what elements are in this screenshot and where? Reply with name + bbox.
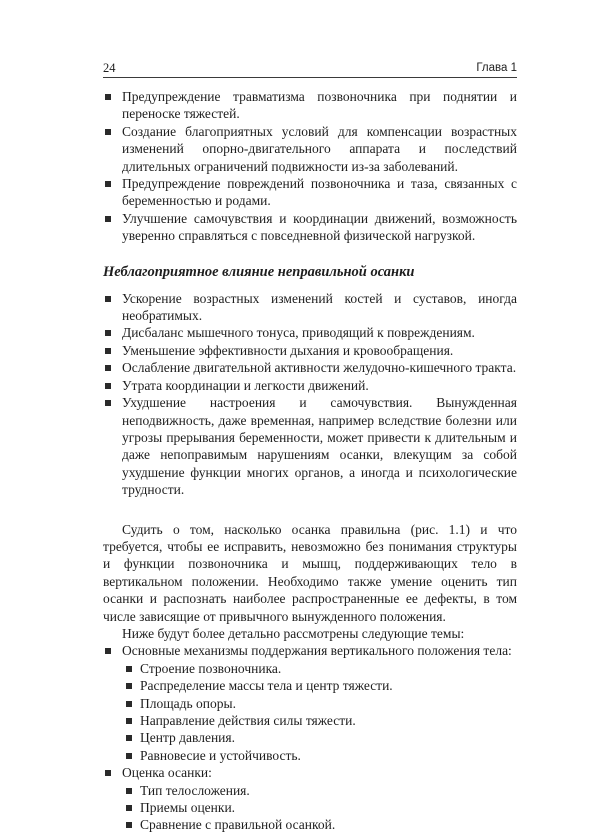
list-item: Уменьшение эффективности дыхания и кровообращения. (103, 342, 517, 359)
list-item: Предупреждение повреждений позвоночника и таза, связанных с беременностью и родами. (103, 175, 517, 210)
topic-sublist (122, 782, 517, 834)
topics-list (103, 642, 517, 833)
sublist-item: Сравнение с правильной осанкой. (122, 816, 517, 833)
list-item: Утрата координации и легкости движений. (103, 377, 517, 394)
list-item: Дисбаланс мышечного тонуса, приводящий к повреждениям. (103, 324, 517, 341)
list-item: Ухудшение настроения и самочувствия. Вынужденная неподвижность, даже временная, например вследствие болезни или угрозы прерывания беременности, может привести к длительным и даже непоправимым нарушениям осанки, влекущим за собой ухудшение функции многих органов, а иногда и психологические трудности. (103, 394, 517, 498)
sublist-item: Тип телосложения. (122, 782, 517, 799)
list-item: Улучшение самочувствия и координации движений, возможность уверенно справляться с повседневной физической нагрузкой. (103, 210, 517, 245)
sublist-item: Центр давления. (122, 729, 517, 746)
topic-sublist (122, 660, 517, 764)
topic-item (103, 764, 517, 834)
topics-intro: Ниже будут более детально рассмотрены следующие темы: (122, 625, 465, 641)
page-number: 24 (103, 61, 116, 75)
benefits-list (103, 88, 517, 245)
topic-label: Оценка осанки: (122, 765, 212, 781)
header-rule (103, 77, 517, 78)
section-heading: Неблагоприятное влияние неправильной осанки (103, 263, 415, 280)
list-item: Предупреждение травматизма позвоночника при поднятии и переноске тяжестей. (103, 88, 517, 123)
negative-effects-list (103, 290, 517, 499)
page-body (103, 82, 517, 834)
sublist-item: Строение позвоночника. (122, 660, 517, 677)
sublist-item: Распределение массы тела и центр тяжести. (122, 677, 517, 694)
topic-item (103, 642, 517, 764)
sublist-item: Равновесие и устойчивость. (122, 747, 517, 764)
sublist-item: Приемы оценки. (122, 799, 517, 816)
sublist-item: Площадь опоры. (122, 695, 517, 712)
chapter-title: Глава 1 (476, 62, 517, 74)
page-header (103, 60, 517, 76)
sublist-item: Направление действия силы тяжести. (122, 712, 517, 729)
list-item: Ослабление двигательной активности желудочно-кишечного тракта. (103, 359, 517, 376)
topic-label: Основные механизмы поддержания вертикального положения тела: (122, 643, 512, 659)
body-paragraph: Судить о том, насколько осанка правильна (рис. 1.1) и что требуется, чтобы ее исправить, невозможно без понимания структуры и функции позвоночника и мышц, поддерживающих тело в вертикальном положении. Необходимо также умение оценить тип осанки и распознать наиболее распространенные ее дефекты, в том числе зависящие от привычного вынужденного положения. (103, 521, 517, 624)
list-item: Ускорение возрастных изменений костей и суставов, иногда необратимых. (103, 290, 517, 325)
list-item: Создание благоприятных условий для компенсации возрастных изменений опорно-двигательного аппарата и последствий длительных ограничений подвижности из-за заболеваний. (103, 123, 517, 175)
